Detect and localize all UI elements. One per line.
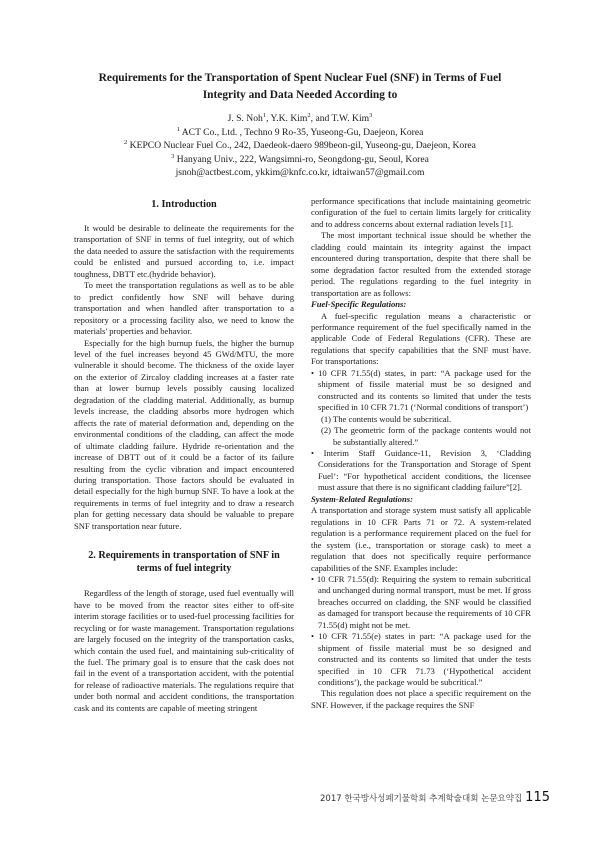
intro-paragraph-1: It would be desirable to delineate the requirements for the transportation of SNF in terms of fuel integrity, out of which the data needed to assure the satisfaction with the requirements could be enlisted and pursued according to, i.e. impact toughness, DBTT etc.(hydride behavior). — [74, 223, 294, 279]
affiliation-2: $^2$ KEPCO Nuclear Fuel Co., 242, Daedeok-daero 989beon-gil, Yuseong-gu, Daejeon, Korea — [124, 139, 476, 152]
system-related-heading: System-Related Regulations: — [311, 493, 413, 504]
author-emails: jsnoh@actbest.com, ykkim@knfc.co.kr, idtaiwan57@gmail.com — [175, 167, 425, 179]
bullet-cfr-71-55d-system: • 10 CFR 71.55(d): Requiring the system to remain subcritical and unchanged during normal transport, must be met. If gross breaches occurred on cladding, the SNF would be classified as damaged for transport because the requirements of 10 CFR 71.55(d) might not be met. — [311, 573, 531, 630]
page-footer — [320, 790, 550, 805]
subitem-2: (2) The geometric form of the package contents would not be substantially altered.” — [321, 425, 531, 447]
system-related-paragraph: A transportation and storage system must satisfy all applicable regulations in 10 CFR Parts 71 or 72. A system-related regulation is a performance requirement placed on the fuel for the system (i.e., transportation or storage cask) to meet a regulation that does not specifically require performance capabilities of the SNF. Examples include: — [311, 505, 531, 573]
bullet-isg-11: • Interim Staff Guidance-11, Revision 3, ‘Cladding Considerations for the Transportation and Storage of Spent Fuel’: “For hypothetical accident conditions, the licensee must assure that there is no significant cladding failure”[2]. — [311, 447, 531, 493]
affiliation-3: $^3$ Hanyang Univ., 222, Wangsimni-ro, Seongdong-gu, Seoul, Korea — [171, 152, 429, 165]
section-1-heading: 1. Introduction — [151, 199, 217, 210]
right-column — [311, 196, 531, 711]
bullet-cfr-71-55d: • 10 CFR 71.55(d) states, in part: “A package used for the shipment of fissile material must be so designed and constructed and its contents so limited that under the tests specified in 10 CFR 71.71 (‘Normal conditions of transport’) — [311, 367, 531, 413]
paper-title — [60, 70, 540, 104]
last-paragraph: This regulation does not place a specific requirement on the SNF. However, if the package requires the SNF — [311, 688, 531, 710]
section-2-heading — [74, 549, 294, 575]
title-line-2: Integrity and Data Needed According to — [202, 89, 398, 101]
fuel-specific-heading: Fuel-Specific Regulations: — [311, 299, 407, 310]
section-2-heading-line-2: terms of fuel integrity — [136, 563, 232, 575]
author-block — [60, 112, 540, 180]
subitem-1: (1) The contents would be subcritical. — [321, 413, 452, 424]
left-column — [74, 196, 294, 714]
page-number: 115 — [525, 790, 550, 805]
fuel-specific-paragraph: A fuel-specific regulation means a characteristic or performance requirement of the fuel specifically named in the applicable Code of Federal Regulations (CFR). These are regulations that specify capabilities that the SNF must have. For transportations: — [311, 310, 531, 367]
footer-proceedings-text: 2017 한국방사성폐기물학회 추계학술대회 논문요약집 — [320, 794, 523, 804]
section-2-heading-line-1: 2. Requirements in transportation of SNF in — [88, 550, 280, 562]
bullet-cfr-71-55e: • 10 CFR 71.55(e) states in part: “A package used for the shipment of fissile material must be so designed and constructed and its contents so limited that under the tests specified in 10 CFR 71.73 (‘Hypothetical accident conditions’), the package would be subcritical.” — [311, 631, 531, 688]
continued-paragraph: performance specifications that include maintaining geometric configuration of the fuel to certain limits largely for criticality and to address concerns about external radiation levels [1]. — [311, 196, 531, 229]
intro-paragraph-2: To meet the transportation regulations as well as to be able to predict confidently how SNF will behave during transportation and when handled after transportation to a repository or a processing facility also, we need to know the materials' properties and behavior. — [74, 280, 294, 337]
intro-paragraph-3: Especially for the high burnup fuels, the higher the burnup level of the fuel increases beyond 45 GWd/MTU, the more vulnerable it should become. The thickness of the oxide layer on the exterior of Zircaloy cladding increases at a faster rate than at lower burnup levels possibly causing localized degradation of the cladding material. Additionally, as burnup levels increase, the cladding absorbs more hydrogen which affects the rate of material deformation and, depending on the environmental conditions of the cladding, can affect the mode of ultimate cladding failure. Hydride re-orientation and the increase of DBTT out of it could be a factor of its failure resulting from the cyclic vibration and impact encountered during transportation. Those factors should be evaluated in detail especially for the high burnup SNF. To have a look at the requirements in terms of fuel integrity and to draw a research plan for getting necessary data should be valuable to prepare SNF transportation near future. — [74, 337, 294, 531]
title-line-1: Requirements for the Transportation of Spent Nuclear Fuel (SNF) in Terms of Fuel — [98, 72, 502, 84]
affiliation-1: $^1$ ACT Co., Ltd. , Techno 9 Ro-35, Yuseong-Gu, Daejeon, Korea — [176, 125, 424, 138]
section-2-paragraph-1: Regardless of the length of storage, used fuel eventually will have to be moved from the reactor sites either to off-site interim storage facilities or to used-fuel processing facilities for recycling or for waste management. Transportation regulations are largely focused on the integrity of the transportation casks, which contain the used fuel, and maintaining sub-criticality of the fuel. The primary goal is to ensure that the cask does not fail in the event of a transportation accident, with the potential for release of radioactive materials. The regulations require that under both normal and accident conditions, the transportation cask and its contents are capable of meeting stringent — [74, 588, 294, 713]
technical-issue-paragraph: The most important technical issue should be whether the cladding could maintain its integrity against the impact encountered during transportation, despite that there shall be some degradation factor resulted from the extended storage period. The regulations regarding to the fuel integrity in transportation are as follows: — [311, 230, 531, 298]
author-names: J. S. Noh$^1$, Y.K. Kim$^2$, and T.W. Kim$^3$ — [227, 111, 373, 124]
